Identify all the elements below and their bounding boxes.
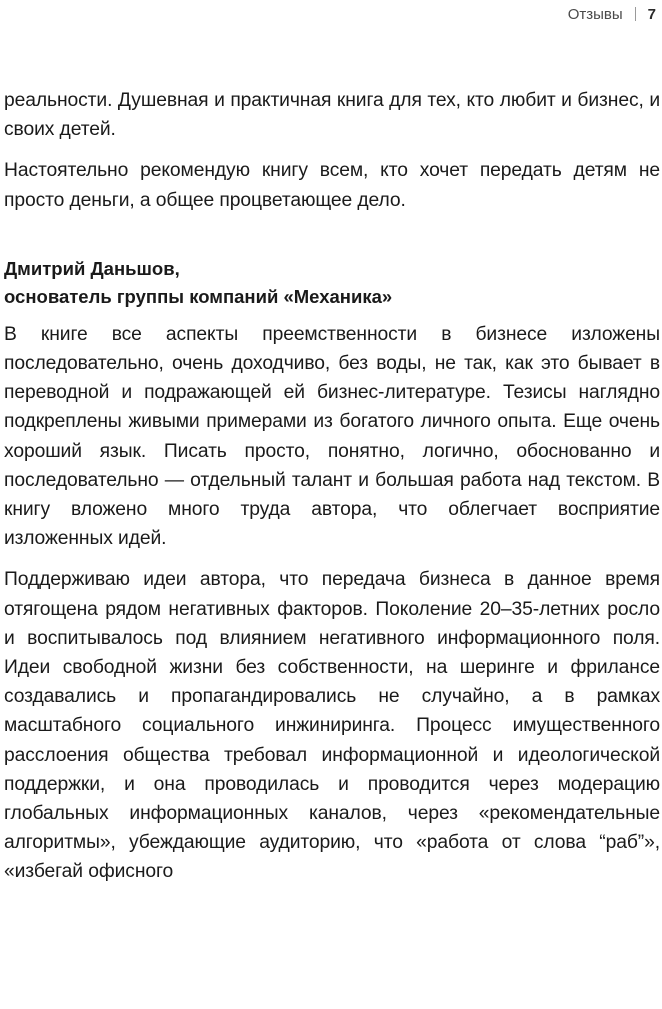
running-header — [568, 3, 662, 25]
section-title: Отзывы — [567, 5, 623, 23]
author-title: основатель группы компаний «Механика» — [4, 286, 393, 308]
page-body — [4, 86, 660, 887]
header-divider — [635, 7, 636, 21]
review-paragraph: В книге все аспекты преемственности в бизнесе изложены последовательно, очень доходчиво, без воды, не так, как это бывает в переводной и подражающей ей бизнес-литературе. Тезисы наглядно подкреплены живыми примерами из богатого личного опыта. Еще очень хороший язык. Писать просто, понятно, логично, обоснованно и последовательно — отдельный талант и большая работа над текстом. В книгу вложено много труда автора, что облегчает восприятие изложенных идей. — [4, 323, 660, 550]
page-number: 7 — [647, 5, 656, 23]
review-author — [4, 255, 660, 312]
review-paragraph: Поддерживаю идеи автора, что передача бизнеса в данное время отягощена рядом негативных факторов. Поколение 20–35-летних росло и воспитывалось под влиянием негативного информационного поля. Идеи свободной жизни без собственности, на шеринге и фрилансе создавались и пропагандировались не случайно, а в рамках масштабного социального инжиниринга. Процесс имущественного расслоения общества требовал информационной и идеологической поддержки, и она проводилась и проводится через модерацию глобальных информационных каналов, через «рекомендательные алгоритмы», убеждающие аудиторию, что «работа от слова “раб”», «избегай офисного — [4, 569, 660, 883]
author-name: Дмитрий Даньшов, — [4, 257, 180, 279]
paragraph: реальности. Душевная и практичная книга для тех, кто любит и бизнес, и своих детей. — [4, 90, 660, 141]
paragraph: Настоятельно рекомендую книгу всем, кто хочет передать детям не просто деньги, а общее процветающее дело. — [4, 160, 660, 211]
